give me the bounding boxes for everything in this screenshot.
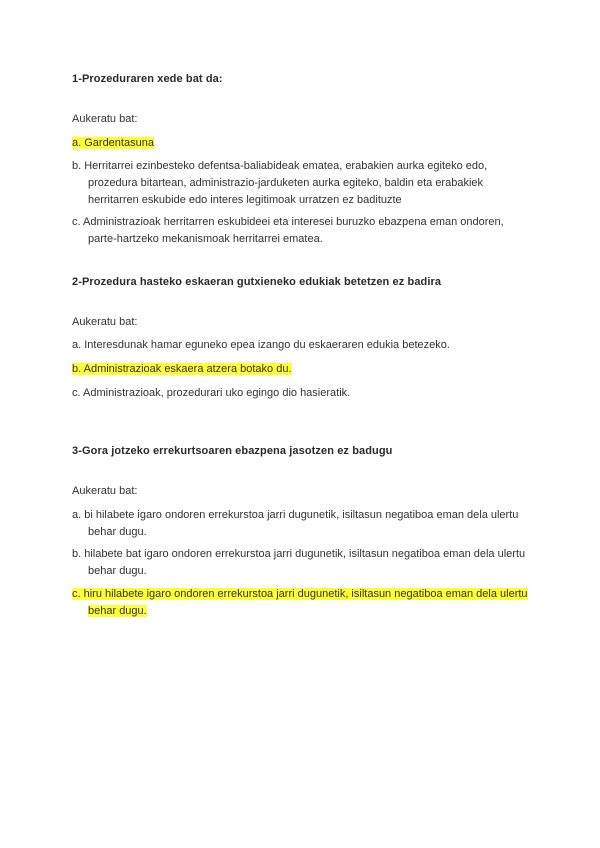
question-3-option-a[interactable] <box>72 507 532 541</box>
question-1-title: 1-Prozeduraren xede bat da: <box>72 73 223 85</box>
option-label: a. Gardentasuna <box>72 137 154 149</box>
question-1-option-c[interactable] <box>72 214 532 248</box>
question-3-prompt: Aukeratu bat: <box>72 485 138 497</box>
question-2-option-c[interactable] <box>72 385 532 402</box>
question-3-title: 3-Gora jotzeko errekurtsoaren ebazpena jasotzen ez badugu <box>72 445 393 457</box>
option-label: c. Administrazioak herritarren eskubideei eta interesei buruzko ebazpena eman ondoren, parte-hartzeko mekanismoak herritarrei ematea. <box>72 216 504 245</box>
question-2-prompt: Aukeratu bat: <box>72 316 138 328</box>
option-label: b. hilabete bat igaro ondoren errekurstoa jarri dugunetik, isiltasun negatiboa eman dela ulertu behar dugu. <box>72 548 526 577</box>
option-label: c. hiru hilabete igaro ondoren errekurstoa jarri dugunetik, isiltasun negatiboa eman dela ulertu behar dugu. <box>72 588 528 617</box>
question-1-prompt: Aukeratu bat: <box>72 113 138 125</box>
question-1-option-a[interactable] <box>72 135 532 152</box>
option-label: b. Administrazioak eskaera atzera botako du. <box>72 363 292 375</box>
question-2-option-b[interactable] <box>72 361 532 378</box>
option-label: a. Interesdunak hamar eguneko epea izango du eskaeraren edukia betezeko. <box>72 339 450 351</box>
question-2-option-a[interactable] <box>72 337 532 354</box>
question-2-title: 2-Prozedura hasteko eskaeran gutxieneko edukiak betetzen ez badira <box>72 276 442 288</box>
option-label: c. Administrazioak, prozedurari uko egingo dio hasieratik. <box>72 387 351 399</box>
question-3-option-c[interactable] <box>72 586 532 620</box>
question-3-option-b[interactable] <box>72 546 532 580</box>
option-label: b. Herritarrei ezinbesteko defentsa-baliabideak ematea, erabakien aurka egiteko edo, prozedura bitartean, administrazio-jarduketen aurka egiteko, baldin eta erabakiek herritarren eskubide edo interes legitimoak urratzen ez badituzte <box>72 160 488 206</box>
question-1-option-b[interactable] <box>72 158 532 209</box>
option-label: a. bi hilabete igaro ondoren errekurstoa jarri dugunetik, isiltasun negatiboa eman dela ulertu behar dugu. <box>72 509 519 538</box>
